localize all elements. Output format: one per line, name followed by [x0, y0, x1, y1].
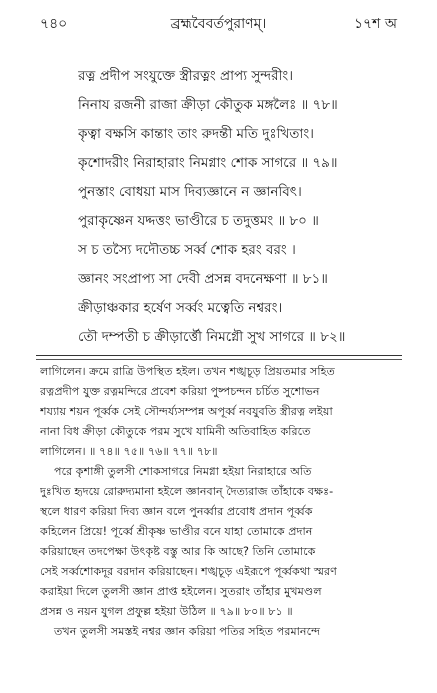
divider-line — [36, 355, 402, 356]
section-divider — [36, 352, 402, 362]
prose-line: সেই সর্ব্বশোকদূর বরদান করিয়াছেন। শঙ্খচূড় এইরূপে পূর্ব্বকথা স্মরণ — [40, 565, 337, 578]
prose-line: লাগিলেন। ॥ ৭৪॥ ৭৫॥ ৭৬॥ ৭৭॥ ৭৮॥ — [40, 445, 218, 458]
divider-line — [36, 359, 402, 360]
sanskrit-verses — [78, 62, 418, 352]
verse-line: স চ তস্যৈ দদৌতচ্চ সর্ব্ব শোক হরং বরং । — [78, 242, 296, 258]
prose-line: দুঃখিত হৃদয়ে রোরুদ্যমানা হইলে জ্ঞানবান্ দৈত্যরাজ তাঁহাকে বক্ষঃ- — [40, 485, 334, 498]
verse-line: পুরাকৃষ্ণেন যদ্দত্তং ভাণ্ডীরে চ তদুত্তমং ॥ ৮০ ॥ — [78, 213, 319, 229]
prose-line: নানা বিধ ক্রীড়া কৌতুকে পরম সুখে যামিনী অতিবাহিত করিতে — [40, 425, 311, 438]
verse-line: জ্ঞানং সংপ্রাপ্য সা দেবী প্রসন্ন বদনেক্ষণা ॥ ৮১॥ — [78, 271, 328, 287]
prose-line: করিয়াছেন তদপেক্ষা উৎকৃষ্ট বস্তু আর কি আছে? তিনি তোমাকে — [40, 545, 316, 558]
verse-line: তৌ দম্পতী চ ক্রীড়ার্ত্তৌ নিমগ্নৌ সুখ সাগরে ॥ ৮২॥ — [78, 329, 346, 345]
verse-line: ক্রীড়াঞ্চকার হর্ষেণ সর্ব্বং মত্বেতি নশ্বরং। — [78, 300, 283, 316]
prose-line: করাইয়া দিলে তুলসী জ্ঞান প্রাপ্ত হইলেন। সুতরাং তাঁহার মুখমণ্ডল — [40, 585, 322, 598]
verse-line: কৃশোদরীং নিরাহারাং নিমগ্নাং শোক সাগরে ॥ ৭৯॥ — [78, 155, 338, 171]
page-title: ব্রহ্মবৈবর্তপুরাণম্। — [170, 16, 267, 32]
prose-line: শয্যায় শয়ন পূর্ব্বক সেই সৌন্দর্য্যসম্পন্ন অপূর্ব্ব নবযুবতি স্ত্রীরত্ন লইয়া — [40, 405, 333, 418]
prose-line: স্থলে ধারণ করিয়া দিব্য জ্ঞান বলে পুনর্ব্বার প্রবোধ প্রদান পূর্ব্বক — [40, 505, 313, 518]
verse-line: কৃত্বা বক্ষসি কান্তাং তাং রুদন্তী মতি দুঃখিতাং। — [78, 126, 314, 142]
page-header — [40, 12, 397, 34]
prose-line: লাগিলেন। ক্রমে রাত্রি উপস্থিত হইল। তখন শঙ্খচূড় প্রিয়তমার সহিত — [40, 365, 335, 378]
prose-line: প্রসন্ন ও নয়ন যুগল প্রফুল্ল হইয়া উঠিল ॥ ৭৯॥ ৮০॥ ৮১ ॥ — [40, 605, 293, 618]
page-number: ৭৪০ — [40, 16, 68, 32]
prose-line: কহিলেন প্রিয়ে! পূর্ব্বে শ্রীকৃষ্ণ ভাণ্ডীর বনে যাহা তোমাকে প্রদান — [40, 525, 313, 538]
verse-line: রত্ন প্রদীপ সংযুক্তে স্ত্রীরত্নং প্রাপ্য সুন্দরীং। — [78, 68, 294, 84]
chapter-label: ১৭শ অ — [353, 16, 397, 32]
verse-line: পুনস্তাং বোধয়া মাস দিব্যজ্ঞানে ন জ্ঞানবিৎ। — [78, 184, 302, 200]
prose-line: রত্নপ্রদীপ যুক্ত রত্নমন্দিরে প্রবেশ করিয়া পুষ্পচন্দন চর্চিত সুশোভন — [40, 385, 320, 398]
prose-line: তখন তুলসী সমস্তই নশ্বর জ্ঞান করিয়া পতির সহিত পরমানন্দে — [54, 625, 321, 638]
bengali-translation — [40, 362, 404, 642]
verse-line: নিনায রজনী রাজা ক্রীড়া কৌতুক মঙ্গলৈঃ ॥ ৭৮॥ — [78, 97, 338, 113]
prose-line: পরে কৃশাঙ্গী তুলসী শোকসাগরে নিমগ্না হইয়া নিরাহারে অতি — [54, 465, 312, 478]
